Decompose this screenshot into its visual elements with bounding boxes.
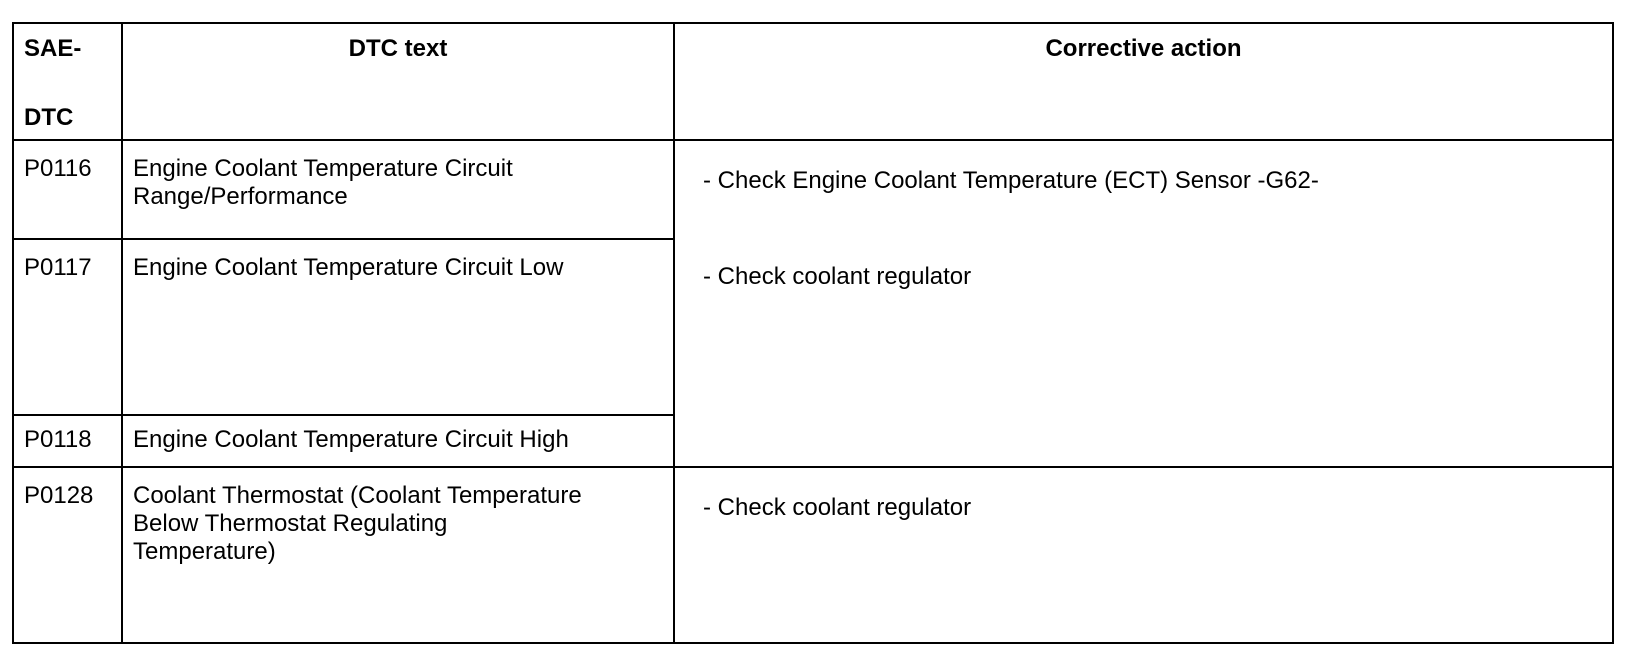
header-sae-label: SAE- xyxy=(24,35,82,62)
corrective-action-line: - Check coolant regulator xyxy=(703,494,972,521)
dtc-text-cell: Engine Coolant Temperature Circuit Low xyxy=(122,239,674,415)
dtc-text-cell: Engine Coolant Temperature Circuit Range/Performance xyxy=(122,140,674,239)
header-dtc-label: DTC xyxy=(24,104,74,131)
dtc-code-cell: P0116 xyxy=(13,140,122,239)
dtc-text-cell: Engine Coolant Temperature Circuit High xyxy=(122,415,674,467)
header-corrective-action: Corrective action xyxy=(674,23,1613,140)
table-row xyxy=(13,467,1613,643)
table-row xyxy=(13,140,1613,239)
corrective-action-line: - Check coolant regulator xyxy=(703,263,972,290)
dtc-code-cell: P0118 xyxy=(13,415,122,467)
dtc-code-cell: P0128 xyxy=(13,467,122,643)
dtc-table xyxy=(12,22,1614,644)
corrective-action-line: - Check Engine Coolant Temperature (ECT) Sensor -G62- xyxy=(703,167,1319,194)
dtc-text-cell: Coolant Thermostat (Coolant Temperature Below Thermostat Regulating Temperature) xyxy=(122,467,674,643)
dtc-code-cell: P0117 xyxy=(13,239,122,415)
header-dtc-text: DTC text xyxy=(122,23,674,140)
corrective-action-cell-group2 xyxy=(674,467,1613,643)
corrective-action-cell-group1 xyxy=(674,140,1613,467)
table-header-row xyxy=(13,23,1613,140)
header-sae-dtc xyxy=(13,23,122,140)
